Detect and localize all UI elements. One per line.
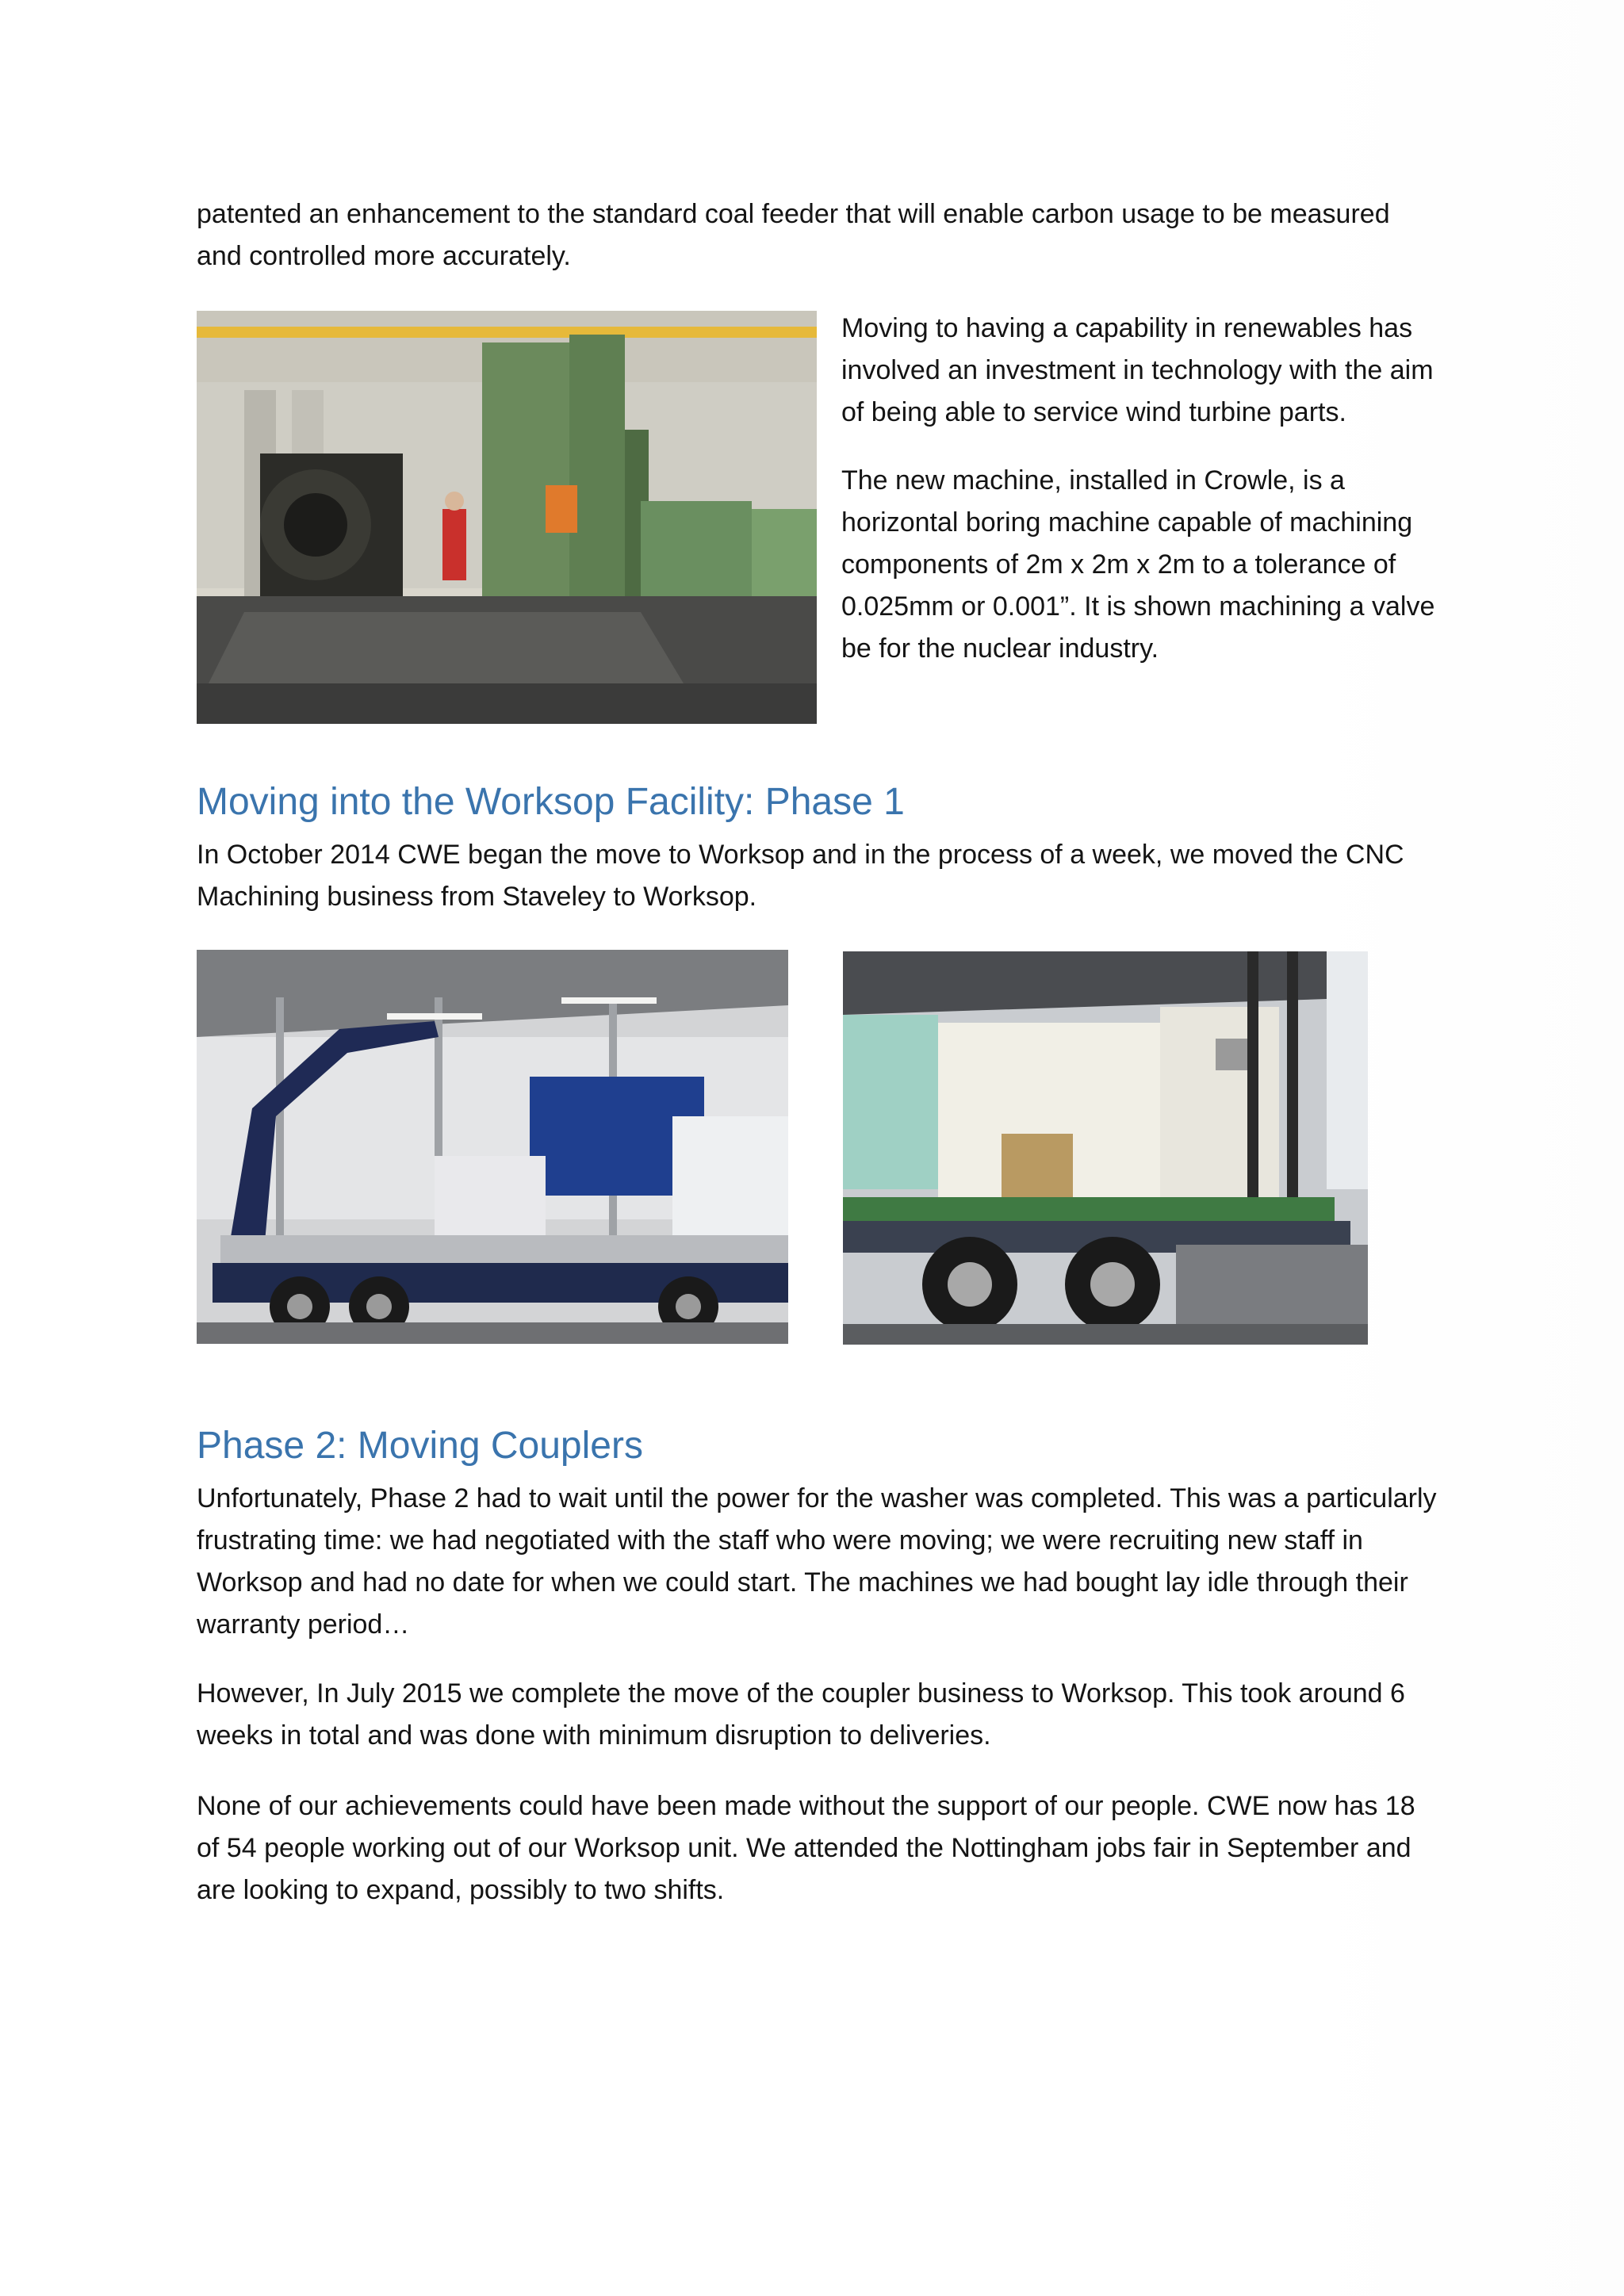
crane-truck-photo bbox=[197, 950, 788, 1344]
boring-machine-photo bbox=[197, 311, 817, 724]
crane-truck-illustration bbox=[197, 950, 788, 1344]
renewables-paragraph-1: Moving to having a capability in renewables has involved an investment in technology with the aim of being able to service wind turbine parts. bbox=[841, 313, 1434, 427]
renewables-paragraph-2: The new machine, installed in Crowle, is a horizontal boring machine capable of machining components of 2m x 2m x 2m to a tolerance of 0.025mm or 0.001”. It is shown machining a valve be for the nuclear industry. bbox=[841, 465, 1435, 664]
flatbed-trailer-illustration bbox=[843, 951, 1368, 1345]
intro-paragraph: patented an enhancement to the standard coal feeder that will enable carbon usage to be measured and controlled more accurately. bbox=[197, 199, 1390, 271]
phase2-paragraph-1: Unfortunately, Phase 2 had to wait until the power for the washer was completed. This was a particularly frustrating time: we had negotiated with the staff who were moving; we were recruiting new staff in Worksop and had no date for when we could start. The machines we had bought lay idle through their warranty period… bbox=[197, 1483, 1437, 1640]
phase2-paragraph-2: However, In July 2015 we complete the move of the coupler business to Worksop. This took around 6 weeks in total and was done with minimum disruption to deliveries. bbox=[197, 1678, 1405, 1751]
phase1-paragraph: In October 2014 CWE began the move to Worksop and in the process of a week, we moved the CNC Machining business from Staveley to Worksop. bbox=[197, 840, 1404, 912]
phase2-paragraph-3: None of our achievements could have been made without the support of our people. CWE now has 18 of 54 people working out of our Worksop unit. We attended the Nottingham jobs fair in September and are looking to expand, possibly to two shifts. bbox=[197, 1791, 1415, 1905]
phase2-heading: Phase 2: Moving Couplers bbox=[197, 1425, 643, 1467]
flatbed-trailer-photo bbox=[843, 951, 1368, 1345]
boring-machine-illustration bbox=[197, 311, 817, 724]
phase1-heading: Moving into the Worksop Facility: Phase 1 bbox=[197, 781, 905, 823]
